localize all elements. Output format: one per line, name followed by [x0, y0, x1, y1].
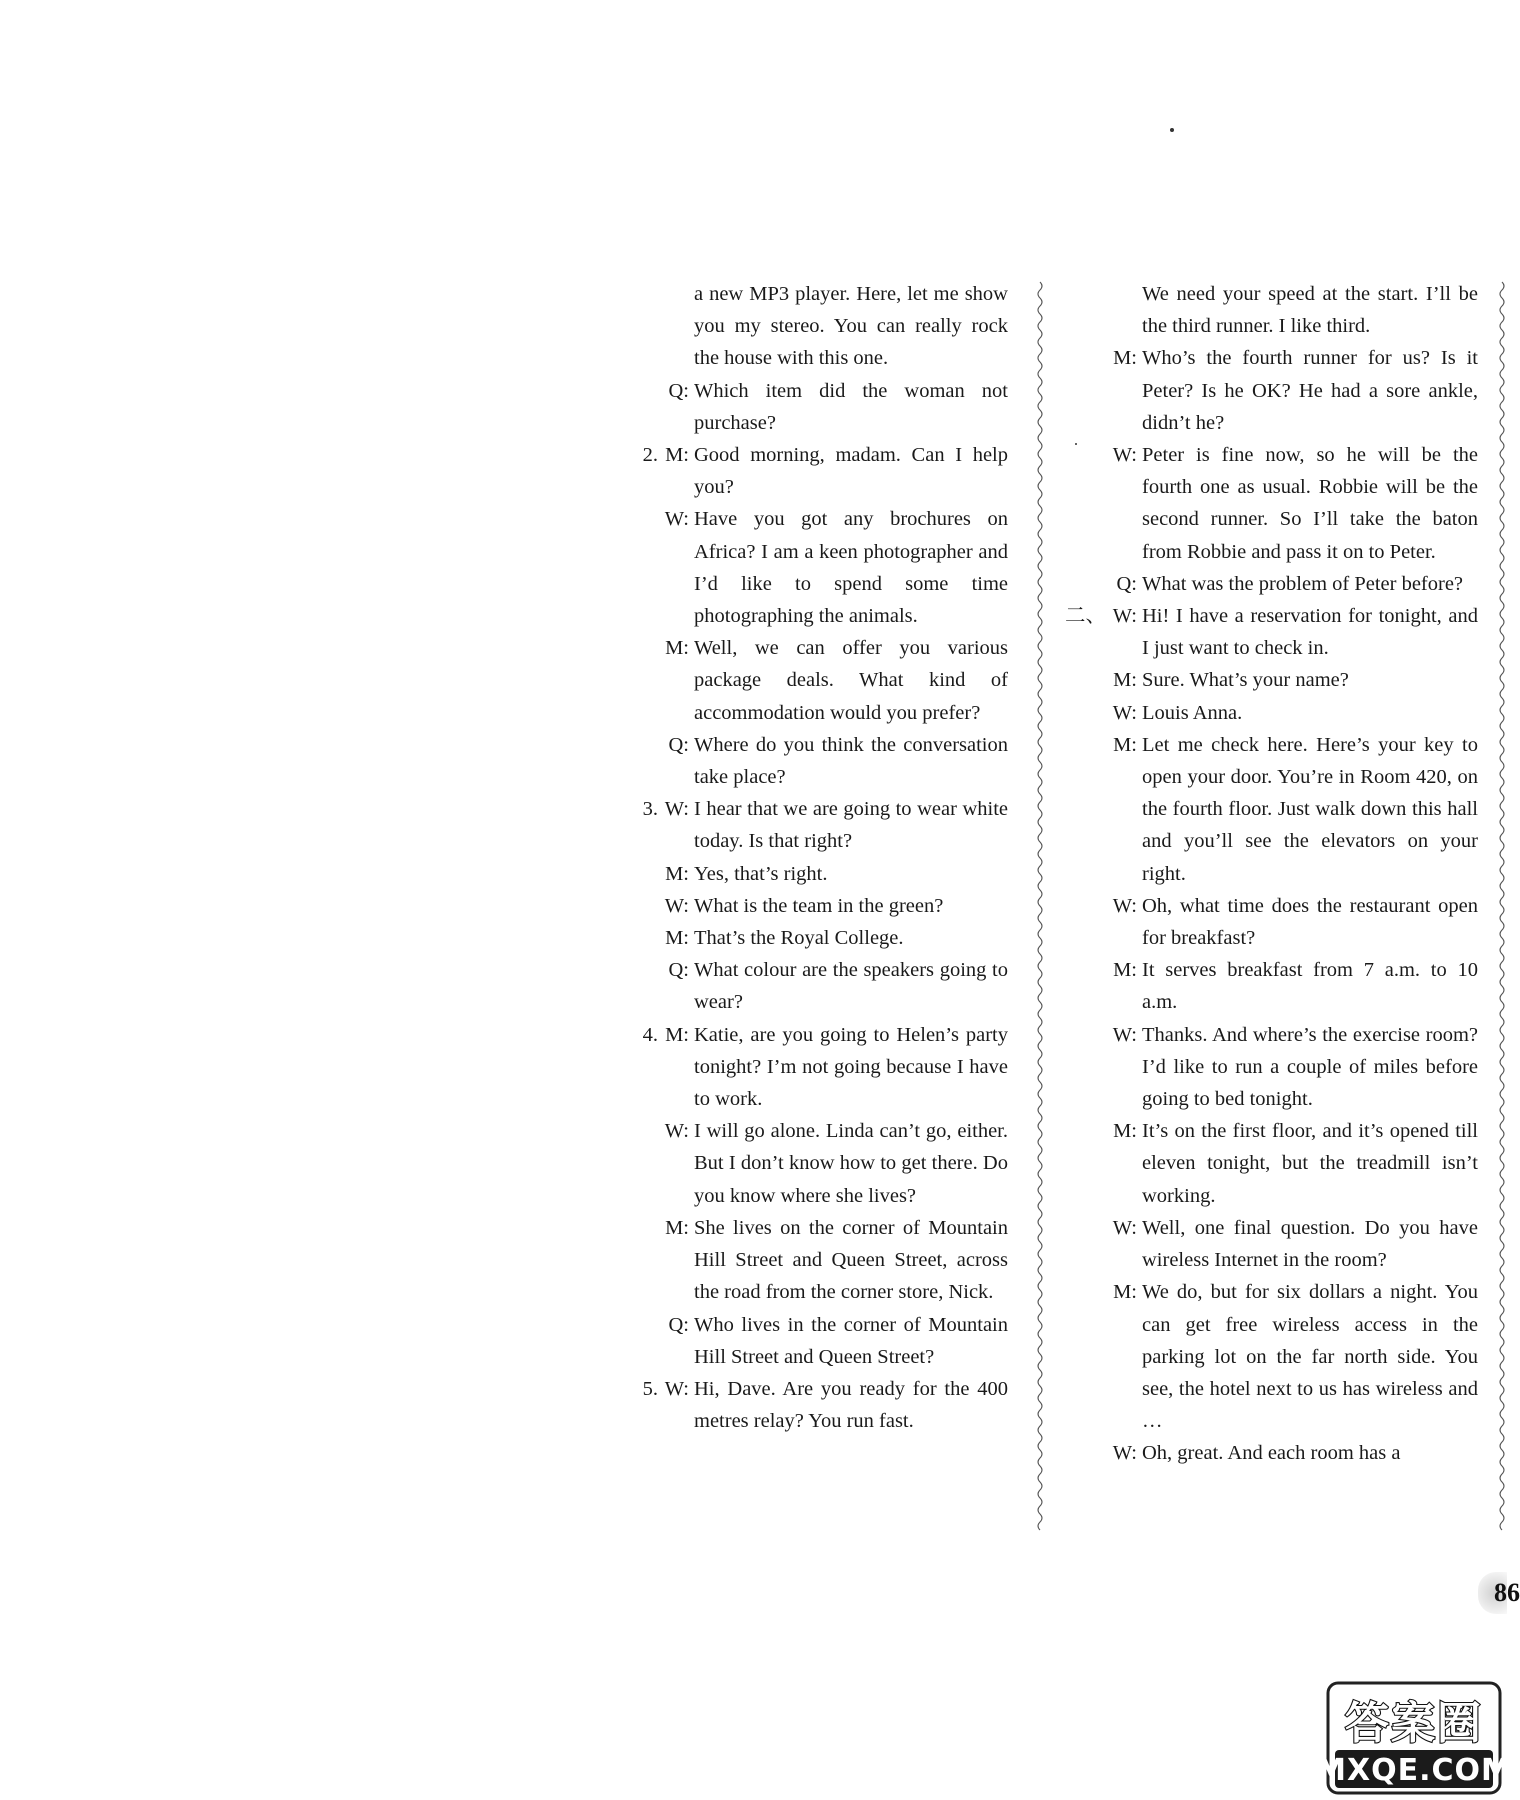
speaker-label: W: — [664, 1120, 689, 1143]
dialogue-text: It’s on the first floor, and it’s opened till eleven tonight, but the treadmill isn’t working. — [1142, 1120, 1478, 1207]
item-number: 二、 — [1065, 605, 1106, 628]
svg-text:MXQE.COM: MXQE.COM — [1316, 1753, 1512, 1788]
dialogue-text: Let me check here. Here’s your key to open your door. You’re in Room 420, on the fourth floor. Just walk down this hall and you’ll see the elevators on your right. — [1142, 733, 1478, 885]
dialogue-line — [628, 1115, 1008, 1212]
speaker-label: M: — [1113, 347, 1137, 370]
dialogue-line — [628, 858, 1008, 890]
speaker-label: W: — [1112, 894, 1137, 917]
speaker-label: M: — [1113, 669, 1137, 692]
dialogue-text: Oh, what time does the restaurant open for breakfast? — [1142, 894, 1478, 950]
speaker-label: M: — [665, 862, 689, 885]
dialogue-line — [1068, 342, 1478, 439]
dialogue-text: I hear that we are going to wear white today. Is that right? — [694, 798, 1008, 853]
dialogue-text: What was the problem of Peter before? — [1142, 572, 1464, 595]
item-number: 2. — [642, 444, 658, 467]
dialogue-line — [1068, 954, 1478, 1018]
speaker-label: W: — [1112, 1023, 1137, 1046]
speaker-label: W: — [1112, 1442, 1137, 1465]
speaker-label: W: — [1112, 444, 1137, 467]
dialogue-line — [628, 793, 1008, 857]
dialogue-line — [628, 439, 1008, 503]
speaker-label: W: — [664, 798, 689, 821]
dialogue-line — [1068, 278, 1478, 342]
dialogue-line — [628, 1019, 1008, 1116]
dialogue-line — [1068, 1276, 1478, 1437]
item-number: 4. — [642, 1023, 658, 1046]
dialogue-text: It serves breakfast from 7 a.m. to 10 a.m. — [1142, 959, 1478, 1014]
dialogue-text: We need your speed at the start. I’ll be the third runner. I like third. — [1142, 283, 1478, 338]
dialogue-text: Oh, great. And each room has a — [1142, 1442, 1401, 1465]
speaker-label: M: — [1113, 1120, 1137, 1143]
speaker-label: M: — [665, 1216, 689, 1239]
dialogue-text: Who lives in the corner of Mountain Hill Street and Queen Street? — [694, 1313, 1008, 1368]
dialogue-text: What is the team in the green? — [694, 894, 944, 917]
dialogue-line — [628, 1373, 1008, 1437]
dialogue-text: Well, one final question. Do you have wireless Internet in the room? — [1142, 1216, 1478, 1272]
dialogue-text: Hi, Dave. Are you ready for the 400 metres relay? You run fast. — [694, 1377, 1008, 1433]
speaker-label: M: — [665, 927, 689, 950]
dialogue-text: What colour are the speakers going to wear? — [694, 959, 1008, 1014]
dialogue-line — [628, 922, 1008, 954]
speaker-label: M: — [1113, 959, 1137, 982]
dialogue-text: Louis Anna. — [1142, 701, 1243, 724]
speaker-label: M: — [665, 444, 689, 467]
dialogue-line — [1068, 1115, 1478, 1212]
dialogue-line — [1068, 890, 1478, 954]
speaker-label: Q: — [668, 733, 689, 756]
dialogue-line — [628, 729, 1008, 793]
left-column — [628, 278, 1008, 1437]
speaker-label: Q: — [668, 959, 689, 982]
column-divider-left — [1035, 282, 1045, 1528]
dialogue-text: Good morning, madam. Can I help you? — [694, 444, 1008, 499]
speaker-label: M: — [1113, 1281, 1137, 1304]
speaker-label: W: — [1112, 605, 1137, 628]
dialogue-line — [628, 278, 1008, 375]
dialogue-line — [628, 954, 1008, 1018]
dialogue-text: Hi! I have a reservation for tonight, and I just want to check in. — [1142, 605, 1478, 660]
page-number: 86 — [1478, 1572, 1507, 1614]
dialogue-text: Peter is fine now, so he will be the fourth one as usual. Robbie will be the second runner. So I’ll take the baton from Robbie and pass it on to Peter. — [1142, 444, 1478, 563]
dialogue-text: a new MP3 player. Here, let me show you my stereo. You can really rock the house with this one. — [694, 283, 1008, 370]
watermark-logo — [1316, 1680, 1512, 1796]
speaker-label: M: — [1113, 733, 1137, 756]
dialogue-line — [1068, 568, 1478, 600]
speaker-label: Q: — [668, 1313, 689, 1336]
column-divider-right — [1497, 282, 1507, 1528]
svg-text:答案圈: 答案圈 — [1345, 1698, 1483, 1749]
item-number: 5. — [642, 1377, 658, 1400]
dialogue-text: She lives on the corner of Mountain Hill Street and Queen Street, across the road from the corner store, Nick. — [694, 1216, 1008, 1304]
dialogue-line — [1068, 697, 1478, 729]
dialogue-line — [628, 1309, 1008, 1373]
speaker-label: W: — [1112, 1216, 1137, 1239]
dialogue-text: Well, we can offer you various package deals. What kind of accommodation would you prefer? — [694, 637, 1008, 724]
dialogue-text: Katie, are you going to Helen’s party tonight? I’m not going because I have to work. — [694, 1023, 1008, 1111]
speaker-label: M: — [665, 637, 689, 660]
dialogue-text: I will go alone. Linda can’t go, either. But I don’t know how to get there. Do you know where she lives? — [694, 1120, 1008, 1207]
dialogue-line — [628, 375, 1008, 439]
dialogue-text: Where do you think the conversation take place? — [694, 733, 1008, 789]
item-number: 3. — [642, 798, 658, 821]
dialogue-line — [1068, 1212, 1478, 1276]
dialogue-line — [1068, 729, 1478, 890]
speaker-label: W: — [664, 894, 689, 917]
speaker-label: W: — [664, 1377, 689, 1400]
dialogue-text: Thanks. And where’s the exercise room? I’d like to run a couple of miles before going to bed tonight. — [1142, 1023, 1478, 1111]
dialogue-text: Who’s the fourth runner for us? Is it Peter? Is he OK? He had a sore ankle, didn’t he? — [1142, 347, 1478, 434]
dialogue-text: We do, but for six dollars a night. You can get free wireless access in the parking lot on the far north side. You see, the hotel next to us has wireless and … — [1142, 1281, 1478, 1433]
dialogue-line — [628, 503, 1008, 632]
speaker-label: Q: — [1116, 572, 1137, 595]
dialogue-text: Have you got any brochures on Africa? I am a keen photographer and I’d like to spend some time photographing the animals. — [694, 508, 1008, 628]
dialogue-line — [1068, 439, 1478, 568]
dialogue-text: Sure. What’s your name? — [1142, 669, 1349, 692]
speaker-label: W: — [1112, 701, 1137, 724]
scan-speck — [1170, 128, 1174, 132]
dialogue-line — [1068, 1437, 1478, 1469]
dialogue-text: Yes, that’s right. — [694, 862, 828, 885]
dialogue-line — [628, 890, 1008, 922]
dialogue-line — [1068, 1019, 1478, 1116]
right-column — [1065, 278, 1478, 1470]
dialogue-text: That’s the Royal College. — [694, 927, 904, 950]
dialogue-line — [628, 632, 1008, 729]
dialogue-text: Which item did the woman not purchase? — [694, 379, 1008, 434]
dialogue-line — [628, 1212, 1008, 1309]
speaker-label: W: — [664, 508, 689, 531]
speaker-label: Q: — [668, 379, 689, 402]
dialogue-line — [1068, 664, 1478, 696]
speaker-label: M: — [665, 1023, 689, 1046]
dialogue-line — [1065, 600, 1478, 664]
